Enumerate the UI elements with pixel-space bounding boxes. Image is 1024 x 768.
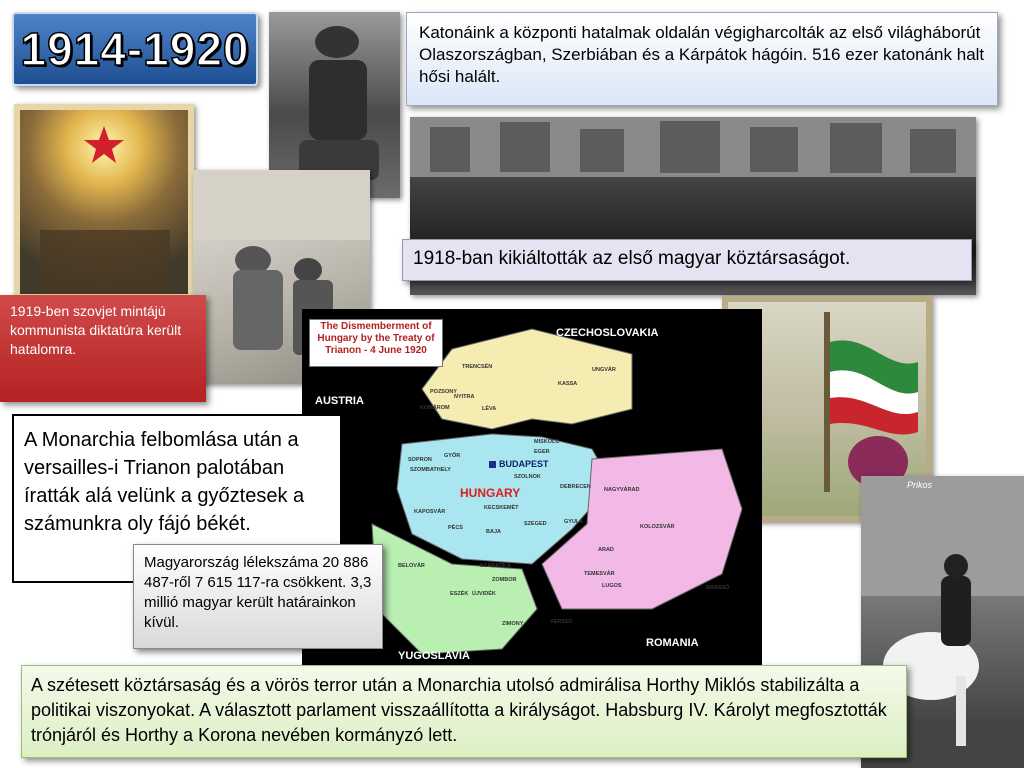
propaganda-poster-image (14, 104, 194, 300)
city-label: UNGVÁR (592, 367, 616, 373)
city-label: DEBRECEN (560, 484, 591, 490)
city-label: SZABADKA (480, 563, 511, 569)
communist-dictatorship-text-box: 1919-ben szovjet mintájú kommunista diktatúra került hatalomra. (0, 295, 206, 402)
city-label: KAPOSVÁR (414, 509, 446, 515)
city-label: NYITRA (454, 394, 475, 400)
city-label: ARAD (598, 547, 614, 553)
city-label: KASSA (558, 381, 578, 387)
city-label: SOPRON (408, 457, 432, 463)
label-budapest: BUDAPEST (499, 459, 549, 469)
city-label: PÉCS (448, 525, 463, 531)
city-label: ESZÉK (450, 591, 469, 597)
photo-caption: Prikos (906, 480, 932, 490)
trianon-text-box: A Monarchia felbomlása után a versailles-i Trianon palotában íratták alá velünk a győztesek a számunkra oly fájó békét. (12, 414, 342, 583)
city-label: ZOMBOR (492, 577, 517, 583)
horthy-text-box: A szétesett köztársaság és a vörös terror után a Monarchia utolsó admirálisa Horthy Miklós stabilizálta a politikai viszonyokat. A választott parlament visszaállította a királyságot. Habsburg IV. Károlyt megfosztották trónjáról és Horthy a Korona nevében kormányzó lett. (21, 665, 907, 758)
city-label: SZEGED (524, 521, 547, 527)
city-label: POZSONY (430, 389, 457, 395)
population-text-box: Magyarország lélekszáma 20 886 487-ről 7 615 117-ra csökkent. 3,3 millió magyar került határainkon kívül. (133, 544, 383, 649)
city-label: BAJA (486, 529, 501, 535)
republic-text-box: 1918-ban kikiáltották az első magyar köztársaságot. (402, 239, 972, 281)
city-label: BELOVÁR (398, 563, 425, 569)
label-hungary: HUNGARY (460, 486, 521, 500)
title-badge (12, 12, 258, 86)
map-title: The Dismemberment of Hungary by the Treaty of Trianon - 4 June 1920 (317, 321, 435, 356)
slide-title: 1914-1920 (20, 23, 250, 75)
city-label: MISKOLC (534, 439, 560, 445)
city-label: NAGYVÁRAD (604, 487, 640, 493)
city-label: SZOLNOK (514, 474, 541, 480)
city-label: KOMÁROM (420, 405, 450, 411)
label-romania: ROMANIA (646, 637, 699, 649)
label-austria: AUSTRIA (315, 395, 364, 407)
city-label: GYŐR (444, 453, 461, 459)
label-yugoslavia: YUGOSLAVIA (398, 650, 470, 662)
czechoslovakia-region (422, 329, 632, 429)
city-label: VERSEC (550, 619, 573, 625)
budapest-marker (489, 461, 496, 468)
label-czechoslovakia: CZECHOSLOVAKIA (556, 327, 659, 339)
city-label: KOLOZSVÁR (640, 524, 675, 530)
city-label: TEMESVÁR (584, 571, 615, 577)
map-title-box (309, 319, 443, 367)
city-label: TRENCSÉN (462, 364, 493, 370)
city-label: SZOMBATHELY (410, 467, 451, 473)
city-label: ZIMONY (502, 621, 524, 627)
city-label: GYULA (564, 519, 584, 525)
city-label: LUGOS (602, 583, 622, 589)
city-label: BRASSÓ (706, 585, 730, 591)
city-label: EGER (534, 449, 550, 455)
city-label: ÚJVIDÉK (472, 591, 496, 597)
ww1-text-box: Katonáink a központi hatalmak oldalán végigharcolták az első világháborút Olaszországban, Szerbiában és a Kárpátok hágóin. 516 ezer katonánk halt hősi halált. (406, 12, 998, 106)
city-label: KECSKEMÉT (484, 505, 519, 511)
city-label: LÉVA (482, 406, 497, 412)
poster-star-icon (20, 110, 188, 294)
